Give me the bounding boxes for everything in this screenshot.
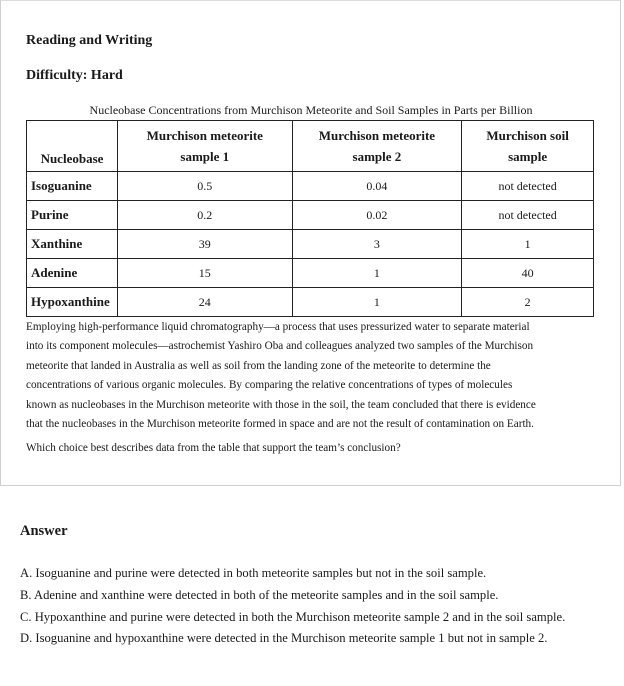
- header-soil-sample: Murchison soil sample: [462, 121, 594, 172]
- table-row: [27, 288, 594, 317]
- table-caption: Nucleobase Concentrations from Murchison Meteorite and Soil Samples in Parts per Billion: [89, 103, 533, 117]
- table-cell: not detected: [462, 201, 594, 230]
- table-cell: 3: [292, 230, 462, 259]
- section-title: Reading and Writing: [26, 33, 153, 48]
- table-cell: 2: [462, 288, 594, 317]
- table-cell: Isoguanine: [27, 172, 118, 201]
- passage-line: known as nucleobases in the Murchison meteorite with those in the soil, the team concluded that there is evidence: [26, 398, 536, 411]
- passage-line: into its component molecules—astrochemist Yashiro Oba and colleagues analyzed two samples of the Murchison: [26, 340, 534, 353]
- table-cell: 39: [117, 230, 292, 259]
- passage-line: that the nucleobases in the Murchison meteorite formed in space and are not the result of contamination on Earth.: [26, 418, 534, 431]
- table-cell: Xanthine: [27, 230, 118, 259]
- table-row: [27, 259, 594, 288]
- table-cell: 1: [462, 230, 594, 259]
- header-meteorite-sample-2: Murchison meteorite sample 2: [292, 121, 462, 172]
- table-row: [27, 230, 594, 259]
- header-meteorite-sample-1: Murchison meteorite sample 1: [117, 121, 292, 172]
- passage-line: Employing high-performance liquid chromatography—a process that uses pressurized water to separate material: [26, 321, 530, 333]
- question-text: Which choice best describes data from the table that support the team’s conclusion?: [26, 442, 401, 454]
- table-cell: Adenine: [27, 259, 118, 288]
- header-nucleobase: Nucleobase: [27, 121, 118, 172]
- passage: [26, 318, 598, 434]
- table-cell: 0.02: [292, 201, 462, 230]
- choice-d[interactable]: D. Isoguanine and hypoxanthine were detected in the Murchison meteorite sample 1 but not in sample 2.: [20, 631, 548, 646]
- table-cell: 0.5: [117, 172, 292, 201]
- table-cell: 24: [117, 288, 292, 317]
- table-header-row: [27, 121, 594, 172]
- passage-line: meteorite that landed in Australia as well as soil from the landing zone of the meteorite to determine the: [26, 359, 491, 372]
- table-cell: 1: [292, 288, 462, 317]
- nucleobase-table: [26, 120, 594, 317]
- choice-c[interactable]: C. Hypoxanthine and purine were detected in both the Murchison meteorite sample 2 and in the soil sample.: [20, 609, 566, 624]
- answer-heading: Answer: [20, 523, 68, 539]
- difficulty-label: Difficulty: Hard: [26, 68, 123, 83]
- choice-a[interactable]: A. Isoguanine and purine were detected in both meteorite samples but not in the soil sample.: [20, 566, 487, 580]
- table-cell: not detected: [462, 172, 594, 201]
- table-cell: 40: [462, 259, 594, 288]
- choice-b[interactable]: B. Adenine and xanthine were detected in both of the meteorite samples and in the soil sample.: [20, 587, 499, 602]
- table-row: [27, 172, 594, 201]
- table-cell: Purine: [27, 201, 118, 230]
- table-cell: 1: [292, 259, 462, 288]
- table-cell: Hypoxanthine: [27, 288, 118, 317]
- answer-choices: [20, 563, 565, 650]
- passage-line: concentrations of various organic molecules. By comparing the relative concentrations of types of molecules: [26, 379, 513, 392]
- table-cell: 15: [117, 259, 292, 288]
- table-row: [27, 201, 594, 230]
- table-cell: 0.2: [117, 201, 292, 230]
- table-cell: 0.04: [292, 172, 462, 201]
